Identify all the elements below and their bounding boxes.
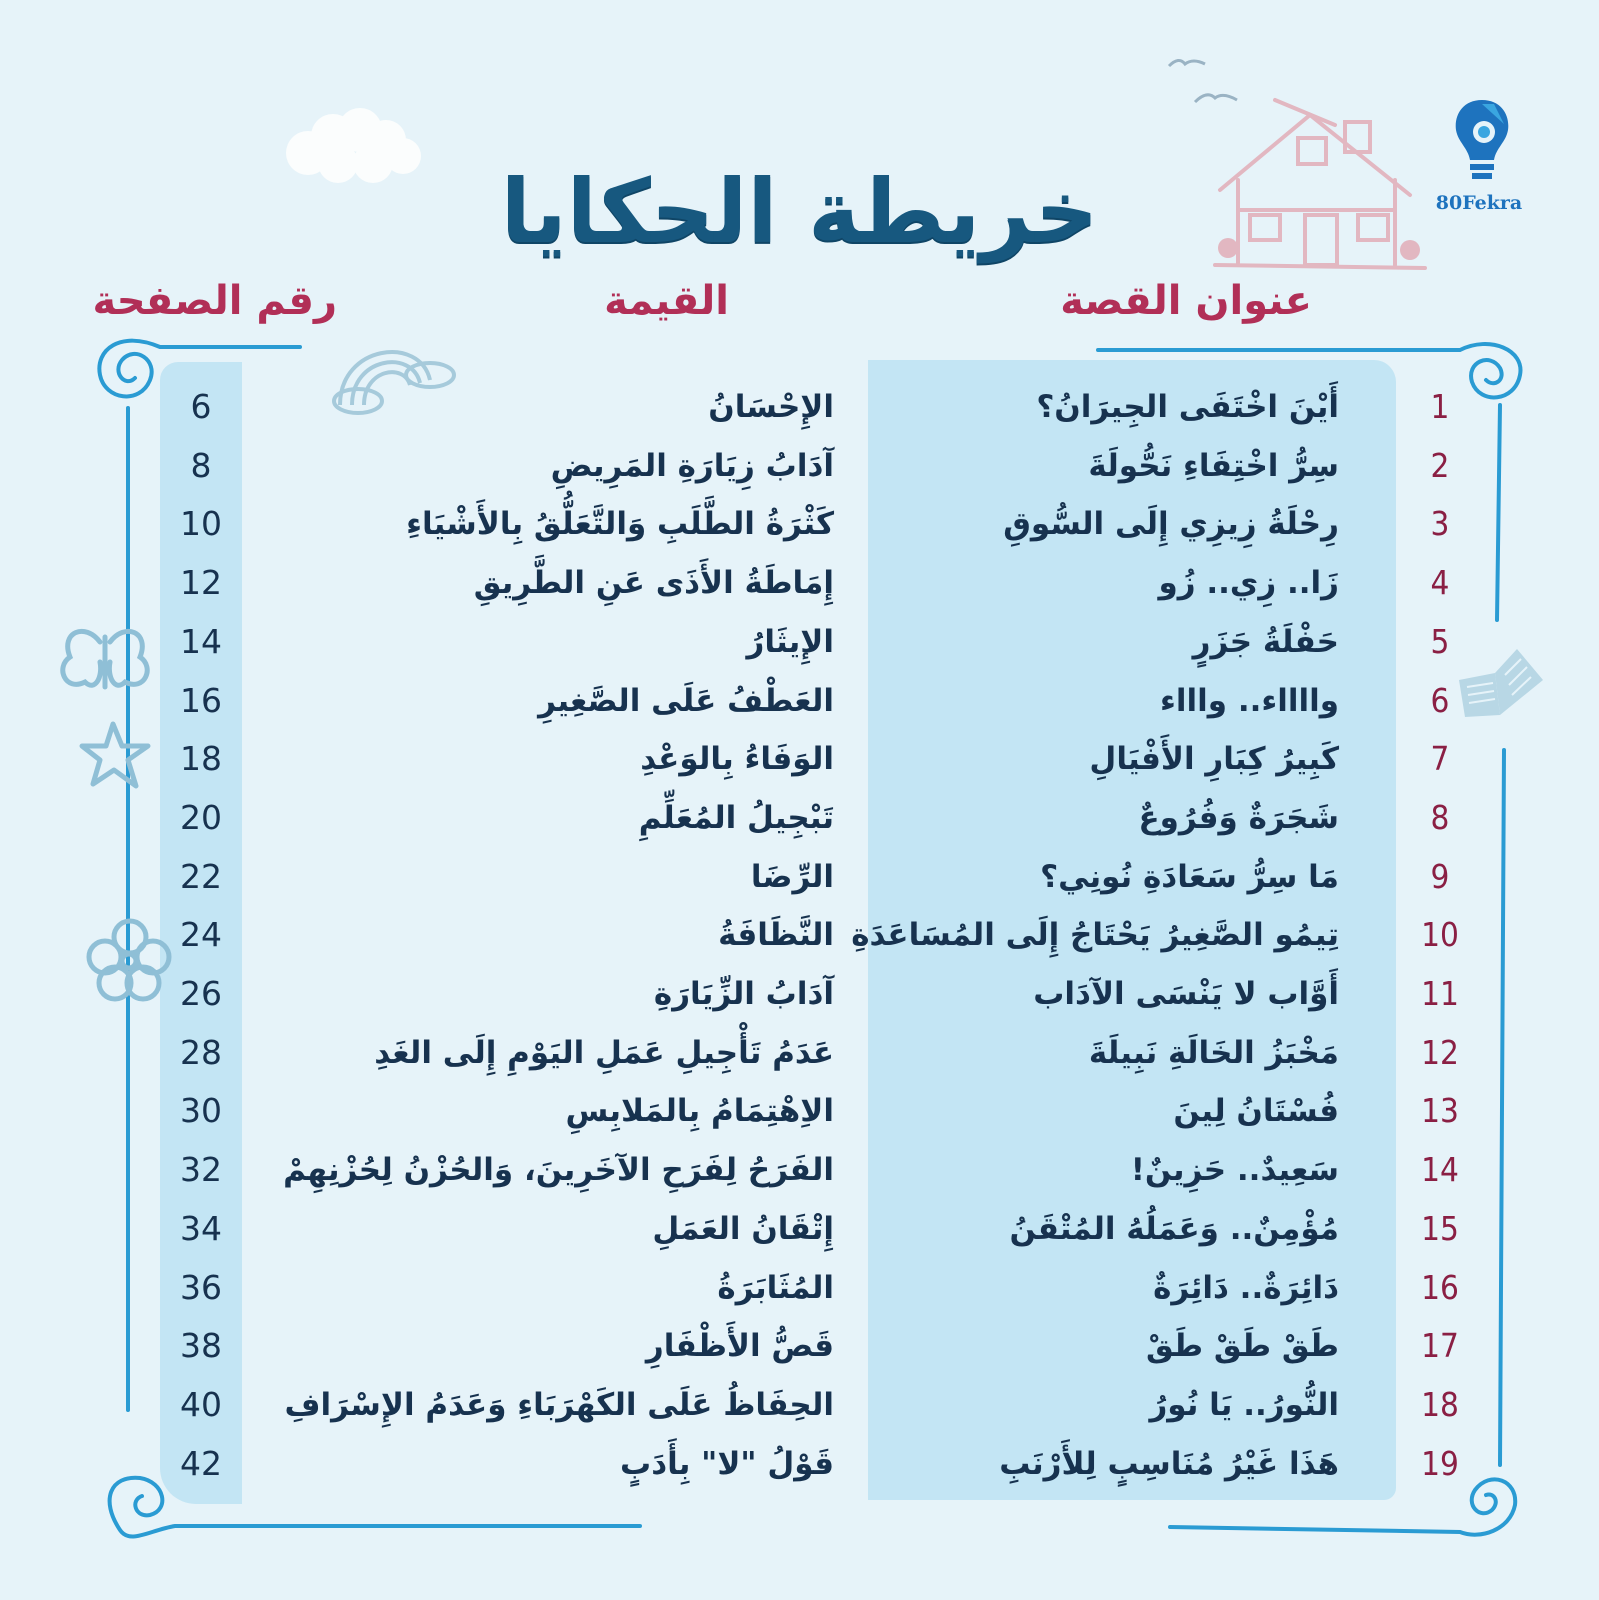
story-value: النَّظَافَةُ xyxy=(718,917,834,954)
story-title: مَخْبَزُ الخَالَةِ نَبِيلَةَ xyxy=(1088,1034,1339,1071)
story-title: مُؤْمِنٌ.. وَعَمَلُهُ المُتْقَنُ xyxy=(1009,1210,1339,1247)
story-value: آدَابُ زِيَارَةِ المَرِيضِ xyxy=(550,447,834,484)
story-title: زَا.. زِي.. زُو xyxy=(1158,565,1339,602)
story-number: 6 xyxy=(1430,680,1450,720)
story-title: دَائِرَةٌ.. دَائِرَةٌ xyxy=(1153,1269,1339,1306)
page-number: 8 xyxy=(190,445,212,485)
page-number: 26 xyxy=(180,974,222,1013)
butterfly-icon xyxy=(55,622,155,702)
story-value: الفَرَحُ لِفَرَحِ الآخَرِينَ، وَالحُزْنُ لِحُزْنِهِمْ xyxy=(283,1152,834,1189)
story-number: 9 xyxy=(1430,856,1450,896)
story-title: النُّورُ.. يَا نُورُ xyxy=(1149,1386,1339,1423)
story-number: 4 xyxy=(1430,563,1450,603)
story-title: وااااء.. واااء xyxy=(1160,682,1339,719)
story-number: 3 xyxy=(1430,504,1450,544)
story-value: الاِهْتِمَامُ بِالمَلابِسِ xyxy=(565,1093,834,1130)
story-title: هَذَا غَيْرُ مُنَاسِبٍ لِلأَرْنَبِ xyxy=(999,1445,1339,1482)
story-title: حَفْلَةُ جَزَرٍ xyxy=(1192,623,1339,660)
rainbow-icon xyxy=(330,325,460,415)
story-number: 10 xyxy=(1421,915,1459,955)
page-number: 28 xyxy=(180,1032,222,1072)
story-number: 7 xyxy=(1430,739,1450,779)
star-icon xyxy=(78,720,153,790)
story-title: كَبِيرُ كِبَارِ الأَفْيَالِ xyxy=(1089,741,1339,778)
page-number: 38 xyxy=(180,1326,222,1366)
story-value: الإِيثَارُ xyxy=(746,623,834,660)
page-number: 6 xyxy=(190,387,212,426)
story-number: 16 xyxy=(1421,1267,1459,1307)
story-value: عَدَمُ تَأْجِيلِ عَمَلِ اليَوْمِ إِلَى الغَدِ xyxy=(374,1034,834,1071)
page-title: خريطة الحكايا xyxy=(500,160,1099,263)
page-number: 22 xyxy=(180,856,222,896)
story-value: المُثَابَرَةُ xyxy=(717,1269,834,1306)
story-value: إِمَاطَةُ الأَذَى عَنِ الطَّرِيقِ xyxy=(473,565,834,602)
page-number: 12 xyxy=(180,563,222,603)
story-value: الإِحْسَانُ xyxy=(708,389,834,425)
page-number: 14 xyxy=(180,621,222,661)
story-value: إِتْقَانُ العَمَلِ xyxy=(652,1210,834,1247)
story-number: 1 xyxy=(1430,387,1450,426)
story-number: 15 xyxy=(1421,1208,1459,1248)
story-value: كَثْرَةُ الطَّلَبِ وَالتَّعَلُّقُ بِالأَشْيَاءِ xyxy=(406,506,834,543)
story-number: 13 xyxy=(1421,1091,1459,1131)
page-number: 20 xyxy=(180,797,222,837)
story-title: تِيمُو الصَّغِيرُ يَحْتَاجُ إِلَى المُسَاعَدَةِ xyxy=(851,917,1339,954)
story-value: قَوْلُ "لا" بِأَدَبٍ xyxy=(620,1445,834,1482)
story-value: تَبْجِيلُ المُعَلِّمِ xyxy=(638,799,834,836)
story-title: مَا سِرُّ سَعَادَةِ نُونِي؟ xyxy=(1040,858,1339,895)
story-number: 8 xyxy=(1430,797,1450,837)
story-number: 5 xyxy=(1430,621,1450,661)
story-value: الوَفَاءُ بِالوَعْدِ xyxy=(640,741,834,778)
header-value: القيمة xyxy=(604,278,729,324)
story-number: 17 xyxy=(1421,1326,1459,1366)
story-title: طَقْ طَقْ طَقْ xyxy=(1145,1328,1339,1365)
brand-logo-text: 80Fekra xyxy=(1435,192,1523,214)
page-number: 34 xyxy=(180,1208,222,1248)
story-number: 14 xyxy=(1421,1150,1459,1190)
page-number: 18 xyxy=(180,739,222,779)
page-number: 36 xyxy=(180,1267,222,1307)
page-number: 16 xyxy=(180,680,222,720)
page-number: 42 xyxy=(180,1443,222,1483)
story-value: العَطْفُ عَلَى الصَّغِيرِ xyxy=(538,682,834,719)
story-value: الحِفَاظُ عَلَى الكَهْرَبَاءِ وَعَدَمُ الإِسْرَافِ xyxy=(284,1386,834,1423)
page-number: 30 xyxy=(180,1091,222,1131)
page-number: 24 xyxy=(180,915,222,955)
header-story-title: عنوان القصة xyxy=(1060,278,1312,324)
page-number: 40 xyxy=(180,1384,222,1424)
story-title: أَوَّاب لا يَنْسَى الآدَاب xyxy=(1033,976,1339,1012)
story-title: شَجَرَةٌ وَفُرُوعٌ xyxy=(1138,799,1339,836)
story-number: 12 xyxy=(1421,1032,1459,1072)
story-number: 19 xyxy=(1421,1443,1459,1483)
story-value: الرِّضَا xyxy=(750,858,834,895)
header-page-number: رقم الصفحة xyxy=(92,278,337,324)
page-number: 10 xyxy=(180,504,222,544)
story-title: فُسْتَانُ لِينَ xyxy=(1173,1093,1339,1130)
story-title: سَعِيدٌ.. حَزِينٌ! xyxy=(1130,1152,1339,1189)
story-value: آدَابُ الزِّيَارَةِ xyxy=(653,976,834,1012)
story-number: 11 xyxy=(1421,974,1459,1013)
story-value: قَصُّ الأَظْفَارِ xyxy=(645,1328,834,1365)
story-title: سِرُّ اخْتِفَاءِ نَحُّولَةَ xyxy=(1088,447,1339,484)
story-title: أَيْنَ اخْتَفَى الجِيرَانُ؟ xyxy=(1036,389,1339,425)
story-number: 2 xyxy=(1430,445,1450,485)
story-number: 18 xyxy=(1421,1384,1459,1424)
page-number: 32 xyxy=(180,1150,222,1190)
story-title: رِحْلَةُ زِيزِي إِلَى السُّوقِ xyxy=(1003,506,1339,543)
